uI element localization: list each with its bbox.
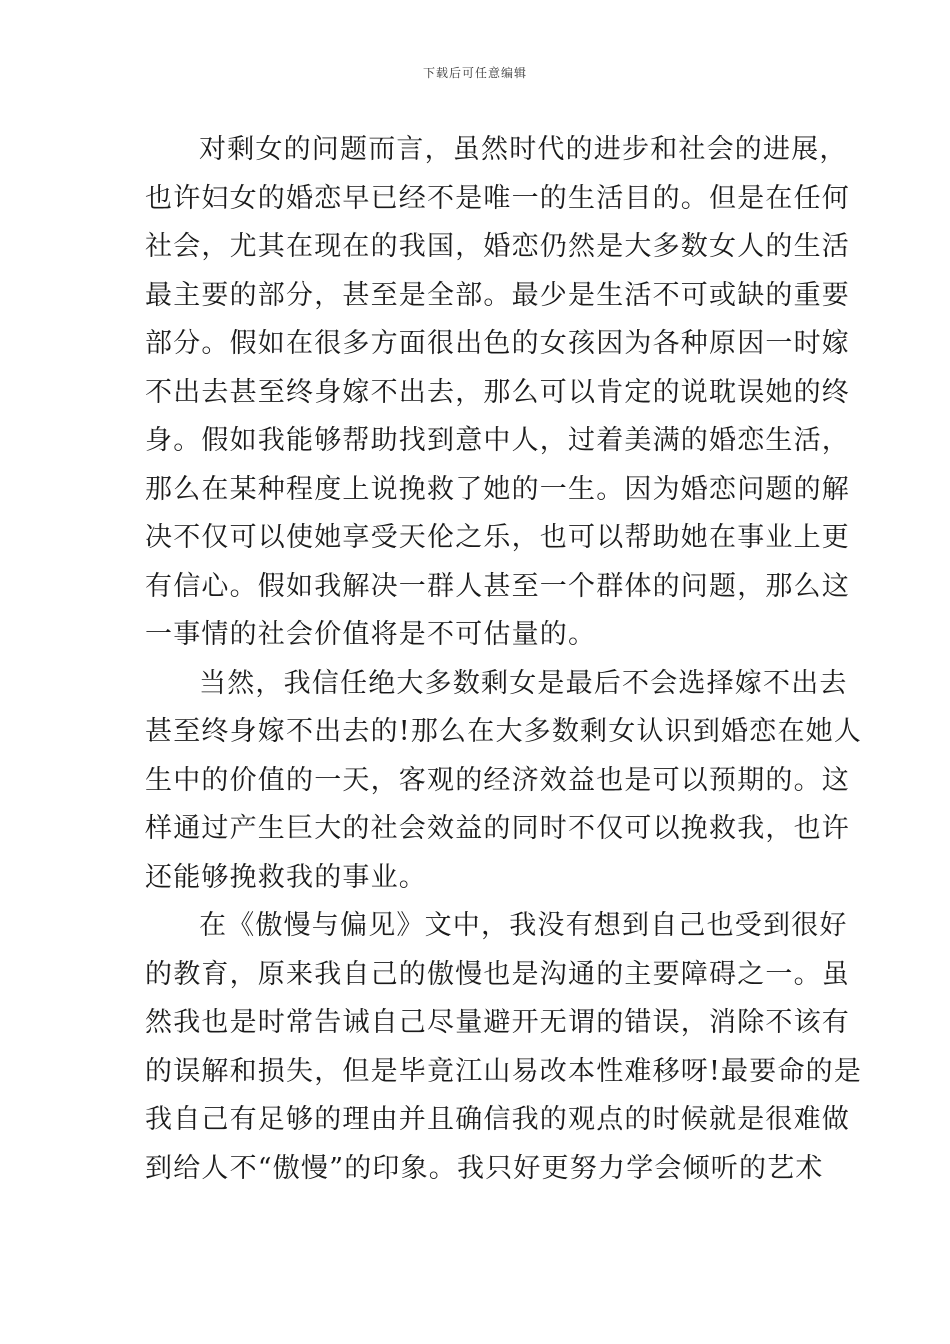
text-line: 的教育，原来我自己的傲慢也是沟通的主要障碍之一。虽 <box>145 958 850 990</box>
text-line: 当然，我信任绝大多数剩女是最后不会选择嫁不出去 <box>199 667 848 699</box>
text-line: 甚至终身嫁不出去的!那么在大多数剩女认识到婚恋在她人 <box>145 716 863 747</box>
text-line: 样通过产生巨大的社会效益的同时不仅可以挽救我，也许 <box>145 813 850 844</box>
text-line: 的误解和损失，但是毕竟江山易改本性难移呀!最要命的是 <box>145 1055 863 1087</box>
text-line: 然我也是时常告诫自己尽量避开无谓的错误，消除不该有 <box>145 1007 850 1038</box>
paragraph-1 <box>145 126 850 660</box>
text-line: 那么在某种程度上说挽救了她的一生。因为婚恋问题的解 <box>145 473 850 505</box>
text-line: 在《傲慢与偏见》文中，我没有想到自己也受到很好 <box>199 910 848 941</box>
text-line: 决不仅可以使她享受天伦之乐，也可以帮助她在事业上更 <box>145 522 850 553</box>
paragraph-3 <box>145 902 863 1193</box>
text-line: 有信心。假如我解决一群人甚至一个群体的问题，那么这 <box>145 570 850 602</box>
paragraph-2 <box>145 660 863 903</box>
text-line: 部分。假如在很多方面很出色的女孩因为各种原因一时嫁 <box>145 328 850 359</box>
page-header: 下载后可任意编辑 <box>422 66 527 80</box>
text-line: 也许妇女的婚恋早已经不是唯一的生活目的。但是在任何 <box>145 182 850 214</box>
text-line: 最主要的部分，甚至是全部。最少是生活不可或缺的重要 <box>145 279 850 311</box>
text-line: 我自己有足够的理由并且确信我的观点的时候就是很难做 <box>145 1104 850 1135</box>
text-line: 一事情的社会价值将是不可估量的。 <box>145 619 597 650</box>
text-line: 到给人不“傲慢”的印象。我只好更努力学会倾听的艺术 <box>145 1152 824 1184</box>
text-line: 身。假如我能够帮助找到意中人，过着美满的婚恋生活， <box>145 425 850 456</box>
text-line: 还能够挽救我的事业。 <box>145 861 427 893</box>
text-line: 生中的价值的一天，客观的经济效益也是可以预期的。这 <box>145 764 850 796</box>
document-body <box>145 126 863 1193</box>
text-line: 不出去甚至终身嫁不出去，那么可以肯定的说耽误她的终 <box>145 376 850 408</box>
text-line: 对剩女的问题而言，虽然时代的进步和社会的进展， <box>199 134 848 165</box>
text-line: 社会，尤其在现在的我国，婚恋仍然是大多数女人的生活 <box>145 231 850 262</box>
